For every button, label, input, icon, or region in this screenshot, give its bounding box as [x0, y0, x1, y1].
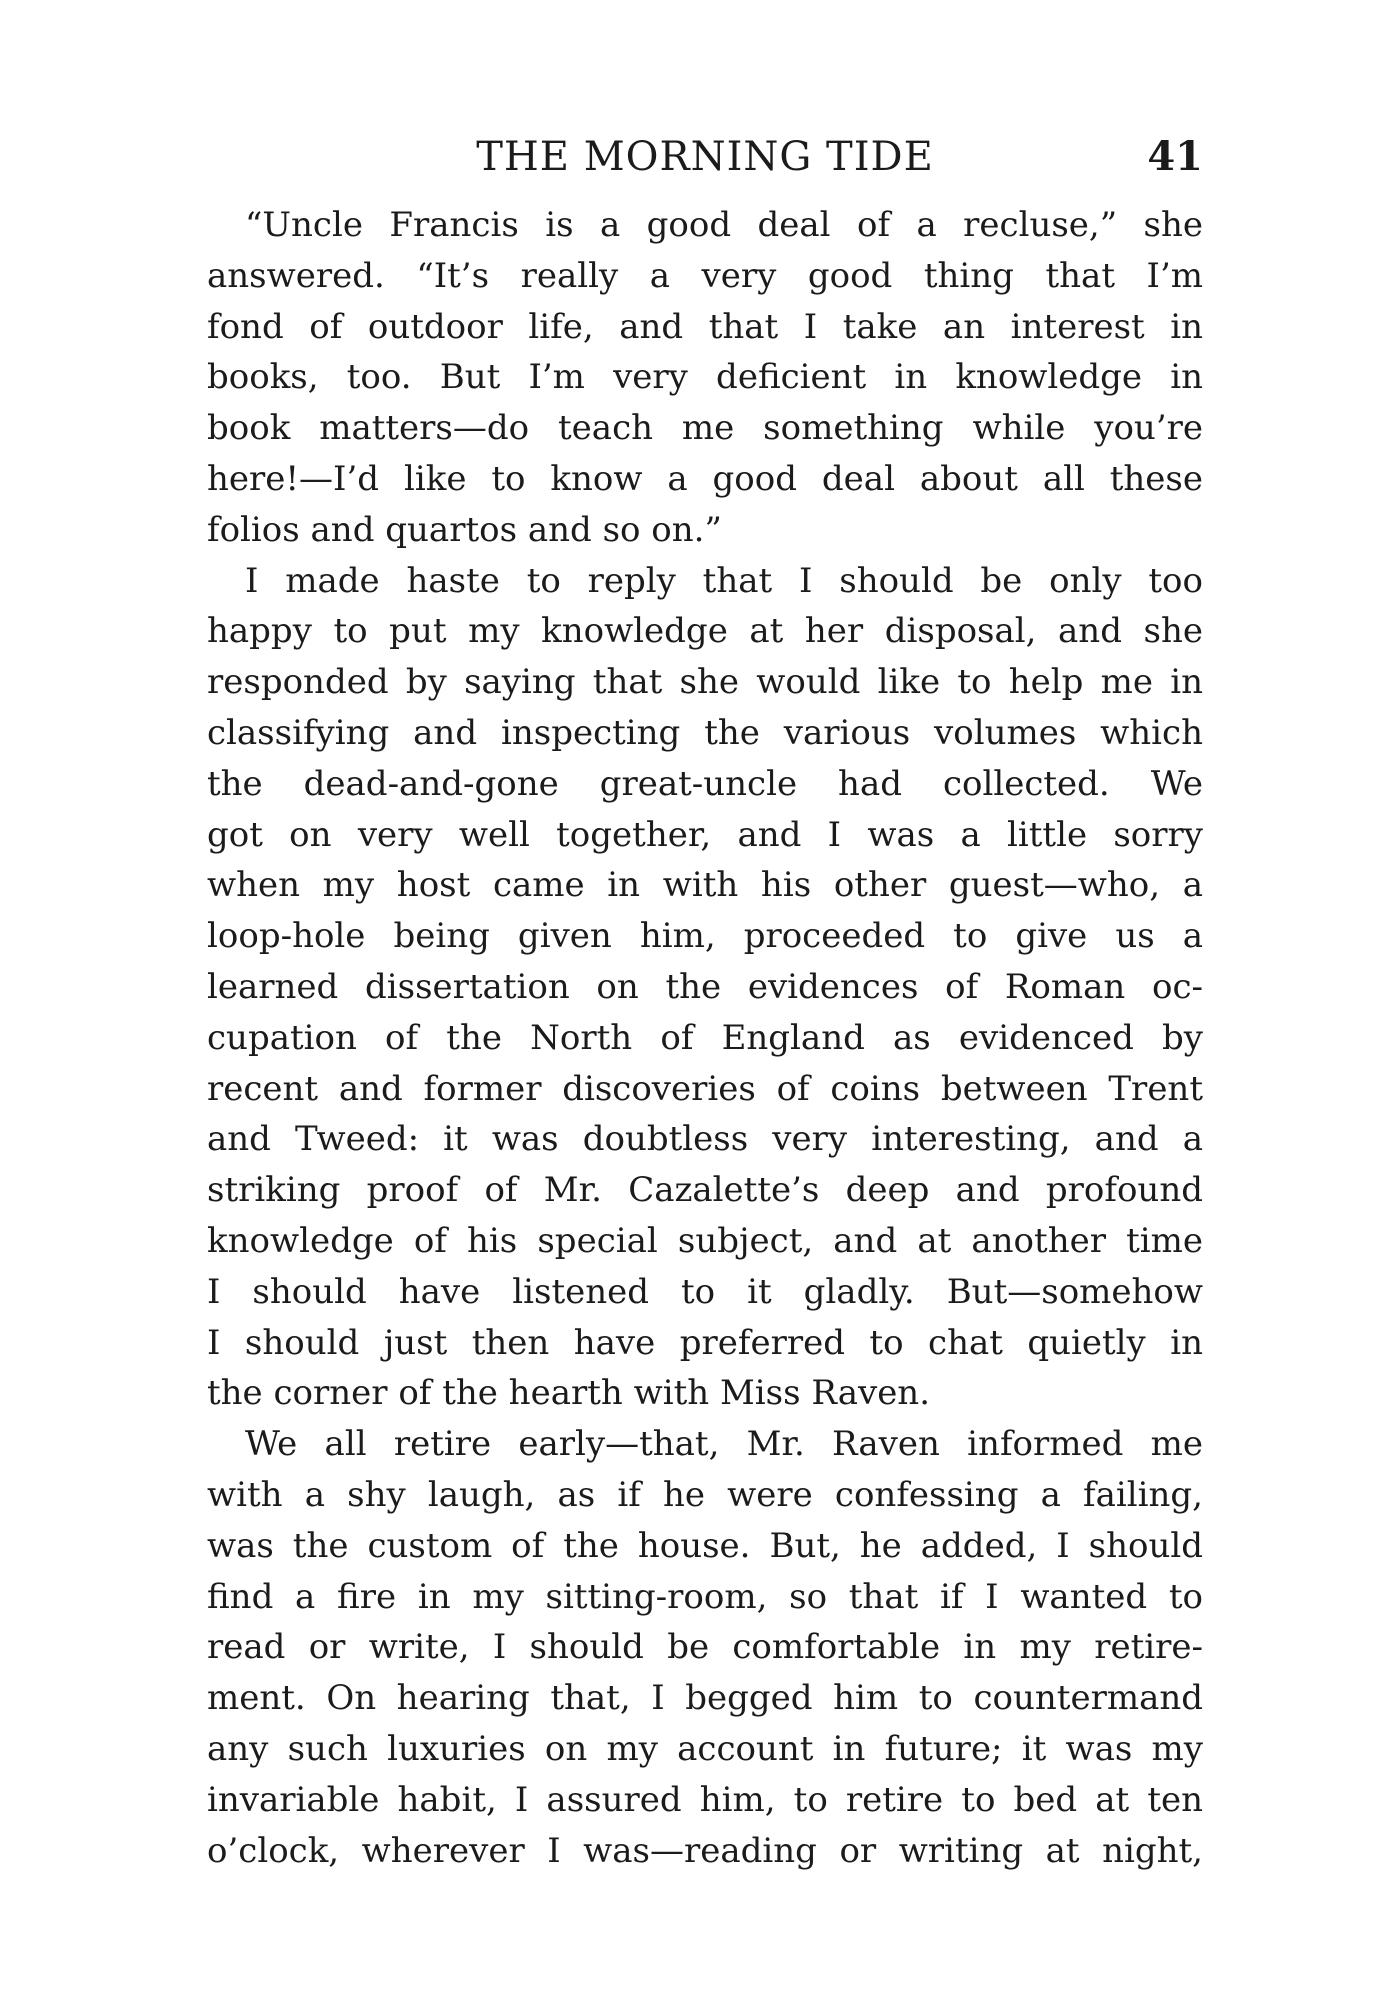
text-line: any such luxuries on my account in future; it was my	[207, 1728, 1203, 1769]
text-line: knowledge of his special subject, and at another time	[207, 1220, 1203, 1261]
text-line: the dead-and-gone great-uncle had collected. We	[207, 763, 1203, 804]
paragraph	[207, 200, 1203, 556]
text-line: answered. “It’s really a very good thing that I’m	[207, 255, 1203, 296]
text-line: cupation of the North of England as evidenced by	[207, 1017, 1203, 1058]
text-line: find a fire in my sitting-room, so that if I wanted to	[207, 1576, 1203, 1617]
text-line: classifying and inspecting the various volumes which	[207, 712, 1203, 753]
text-line: with a shy laugh, as if he were confessing a failing,	[207, 1474, 1203, 1515]
text-line: learned dissertation on the evidences of Roman oc-	[207, 966, 1203, 1007]
text-line: loop-hole being given him, proceeded to give us a	[207, 916, 1203, 957]
paragraph	[207, 556, 1203, 1420]
text-line: I should have listened to it gladly. But—somehow	[207, 1271, 1203, 1312]
text-line: invariable habit, I assured him, to retire to bed at ten	[207, 1779, 1203, 1820]
text-line: and Tweed: it was doubtless very interesting, and a	[207, 1119, 1203, 1160]
paragraph	[207, 1419, 1203, 1876]
text-line: o’clock, wherever I was—reading or writing at night,	[207, 1830, 1203, 1871]
running-head	[207, 133, 1203, 181]
text-line: folios and quartos and so on.”	[207, 509, 722, 550]
body-text	[207, 200, 1203, 1876]
text-line: was the custom of the house. But, he added, I should	[207, 1525, 1203, 1566]
text-line: books, too. But I’m very deficient in knowledge in	[207, 357, 1203, 398]
page-number: 41	[1147, 133, 1203, 180]
text-line: read or write, I should be comfortable in my retire-	[207, 1627, 1203, 1668]
text-line: We all retire early—that, Mr. Raven informed me	[245, 1424, 1203, 1465]
text-line: here!—I’d like to know a good deal about all these	[207, 458, 1203, 499]
text-line: “Uncle Francis is a good deal of a recluse,” she	[245, 205, 1203, 245]
text-line: I should just then have preferred to chat quietly in	[207, 1322, 1203, 1363]
text-line: responded by saying that she would like to help me in	[207, 662, 1203, 703]
text-line: ment. On hearing that, I begged him to countermand	[207, 1678, 1203, 1719]
text-line: when my host came in with his other guest—who, a	[207, 865, 1203, 906]
text-line: I made haste to reply that I should be only too	[245, 560, 1203, 601]
text-line: got on very well together, and I was a little sorry	[207, 814, 1203, 855]
text-line: happy to put my knowledge at her disposal, and she	[207, 611, 1203, 652]
running-title: THE MORNING TIDE	[476, 134, 934, 180]
text-line: the corner of the hearth with Miss Raven.	[207, 1373, 931, 1414]
text-line: recent and former discoveries of coins between Trent	[207, 1068, 1203, 1109]
text-line: fond of outdoor life, and that I take an interest in	[207, 306, 1203, 347]
text-line: striking proof of Mr. Cazalette’s deep and profound	[207, 1170, 1203, 1211]
text-line: book matters—do teach me something while you’re	[207, 408, 1203, 449]
